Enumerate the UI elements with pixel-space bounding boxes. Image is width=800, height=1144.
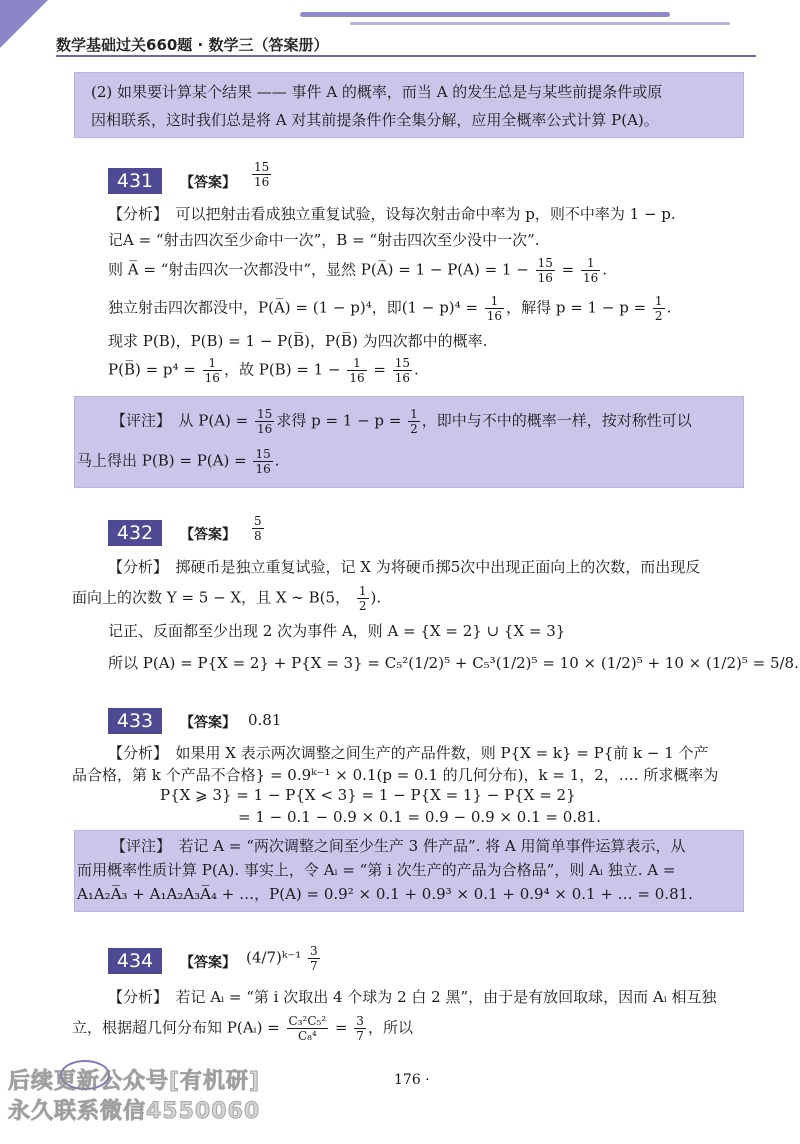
header-underline [56, 55, 756, 57]
analysis-line: 所以 P(A) = P{X = 2} + P{X = 3} = C₅²(1/2)⁵ + C₅³(1/2)⁵ = 10 × (1/2)⁵ + 10 × (1/2)⁵ = 5/8. [108, 654, 799, 672]
analysis-line: 【分析】 掷硬币是独立重复试验，记 X 为将硬币掷5次中出现正面向上的次数，而出现反 [108, 558, 701, 576]
watermark: 永久联系微信4550060 [8, 1099, 261, 1124]
header-rule [350, 22, 730, 25]
analysis-line: 品合格，第 k 个产品不合格} = 0.9ᵏ⁻¹ × 0.1(p = 0.1 的几何分布)，k = 1，2，…. 所求概率为 [72, 766, 719, 784]
answer-value: 0.81 [248, 711, 282, 729]
problem-number: 433 [108, 708, 162, 734]
comment-line: 【评注】 从 P(A) = $\frac{15}{16}$ 求得 p = 1 − p = $\frac{1}{2}$ ，即中与不中的概率一样，按对称性可以 [111, 407, 692, 436]
comment-line: A₁A₂A̅₃ + A₁A₂A₃A̅₄ + …，P(A) = 0.9² × 0.1 + 0.9³ × 0.1 + 0.9⁴ × 0.1 + … = 0.81. [77, 885, 693, 903]
analysis-line: 则 A̅ = “射击四次一次都没中”，显然 P(A̅) = 1 − P(A) = 1 − $\frac{15}{16}$ = $\frac{1}{16}$ . [108, 256, 608, 285]
comment-line: 而用概率性质计算 P(A). 事实上，令 Aᵢ = “第 i 次生产的产品为合格品”，则 Aᵢ 独立. A = [77, 861, 676, 879]
answer-label: 【答案】 [180, 527, 236, 543]
analysis-line: P(B̅) = p⁴ = $\frac{1}{16}$ ，故 P(B) = 1 − $\frac{1}{16}$ = $\frac{15}{16}$ . [108, 356, 419, 385]
comment-line: 【评注】 若记 A = “两次调整之间至少生产 3 件产品”. 将 A 用简单事件运算表示，从 [111, 837, 686, 855]
analysis-line: 记正、反面都至少出现 2 次为事件 A，则 A = {X = 2} ∪ {X = 3} [108, 622, 566, 640]
answer-label: 【答案】 [180, 955, 236, 971]
running-header: 数学基础过关660题 · 数学三（答案册） [56, 36, 329, 54]
problem-number: 434 [108, 948, 162, 974]
analysis-line: 立，根据超几何分布知 P(Aᵢ) = $\frac{\text{C₃²C₅²}}{\text{C₈⁴}}$ = $\frac{3}{7}$ ，所以 [72, 1014, 413, 1043]
answer-label: 【答案】 [180, 715, 236, 731]
problem-number: 432 [108, 520, 162, 546]
watermark: 后续更新公众号[有机研] [8, 1069, 261, 1094]
analysis-line: P{X ⩾ 3} = 1 − P{X < 3} = 1 − P{X = 1} − P{X = 2} [160, 786, 576, 804]
analysis-line: = 1 − 0.1 − 0.9 × 0.1 = 0.9 − 0.9 × 0.1 = 0.81. [238, 808, 601, 826]
note-box [74, 72, 744, 138]
analysis-line: 现求 P(B)，P(B) = 1 − P(B̅)，P(B̅) 为四次都中的概率. [108, 332, 488, 350]
page-number: 176 · [394, 1072, 430, 1088]
text-line: (2) 如果要计算某个结果 —— 事件 A 的概率，而当 A 的发生总是与某些前提条件或原 [91, 83, 663, 101]
text-line: 因相联系，这时我们总是将 A 对其前提条件作全集分解，应用全概率公式计算 P(A)。 [91, 111, 659, 129]
problem-number: 431 [108, 168, 162, 194]
analysis-line: 独立射击四次都没中，P(A̅) = (1 − p)⁴，即(1 − p)⁴ = $\frac{1}{16}$ ，解得 p = 1 − p = $\frac{1}{2}$ . [108, 294, 672, 323]
corner-decoration [0, 0, 48, 48]
analysis-line: 【分析】 若记 Aᵢ = “第 i 次取出 4 个球为 2 白 2 黑”，由于是有放回取球，因而 Aᵢ 相互独 [108, 988, 717, 1006]
comment-box [74, 396, 744, 488]
answer-label: 【答案】 [180, 175, 236, 191]
answer-value: $\frac{5}{8}$ [254, 514, 262, 543]
answer-value: $\frac{15}{16}$ [254, 160, 270, 189]
answer-value: (4/7)ᵏ⁻¹ $\frac{3}{7}$ [246, 944, 318, 973]
analysis-line: 记A = “射击四次至少命中一次”，B = “射击四次至少没中一次”. [108, 231, 540, 249]
analysis-line: 【分析】 可以把射击看成独立重复试验，设每次射击命中率为 p，则不中率为 1 − p. [108, 205, 676, 223]
comment-box [74, 830, 744, 912]
comment-line: 马上得出 P(B) = P(A) = $\frac{15}{16}$ . [77, 447, 280, 476]
analysis-line: 【分析】 如果用 X 表示两次调整之间生产的产品件数，则 P{X = k} = P{前 k − 1 个产 [108, 744, 709, 762]
header-rule [300, 12, 670, 17]
analysis-line: 面向上的次数 Y = 5 − X，且 X ∼ B(5， $\frac{1}{2}$ ). [72, 584, 382, 613]
